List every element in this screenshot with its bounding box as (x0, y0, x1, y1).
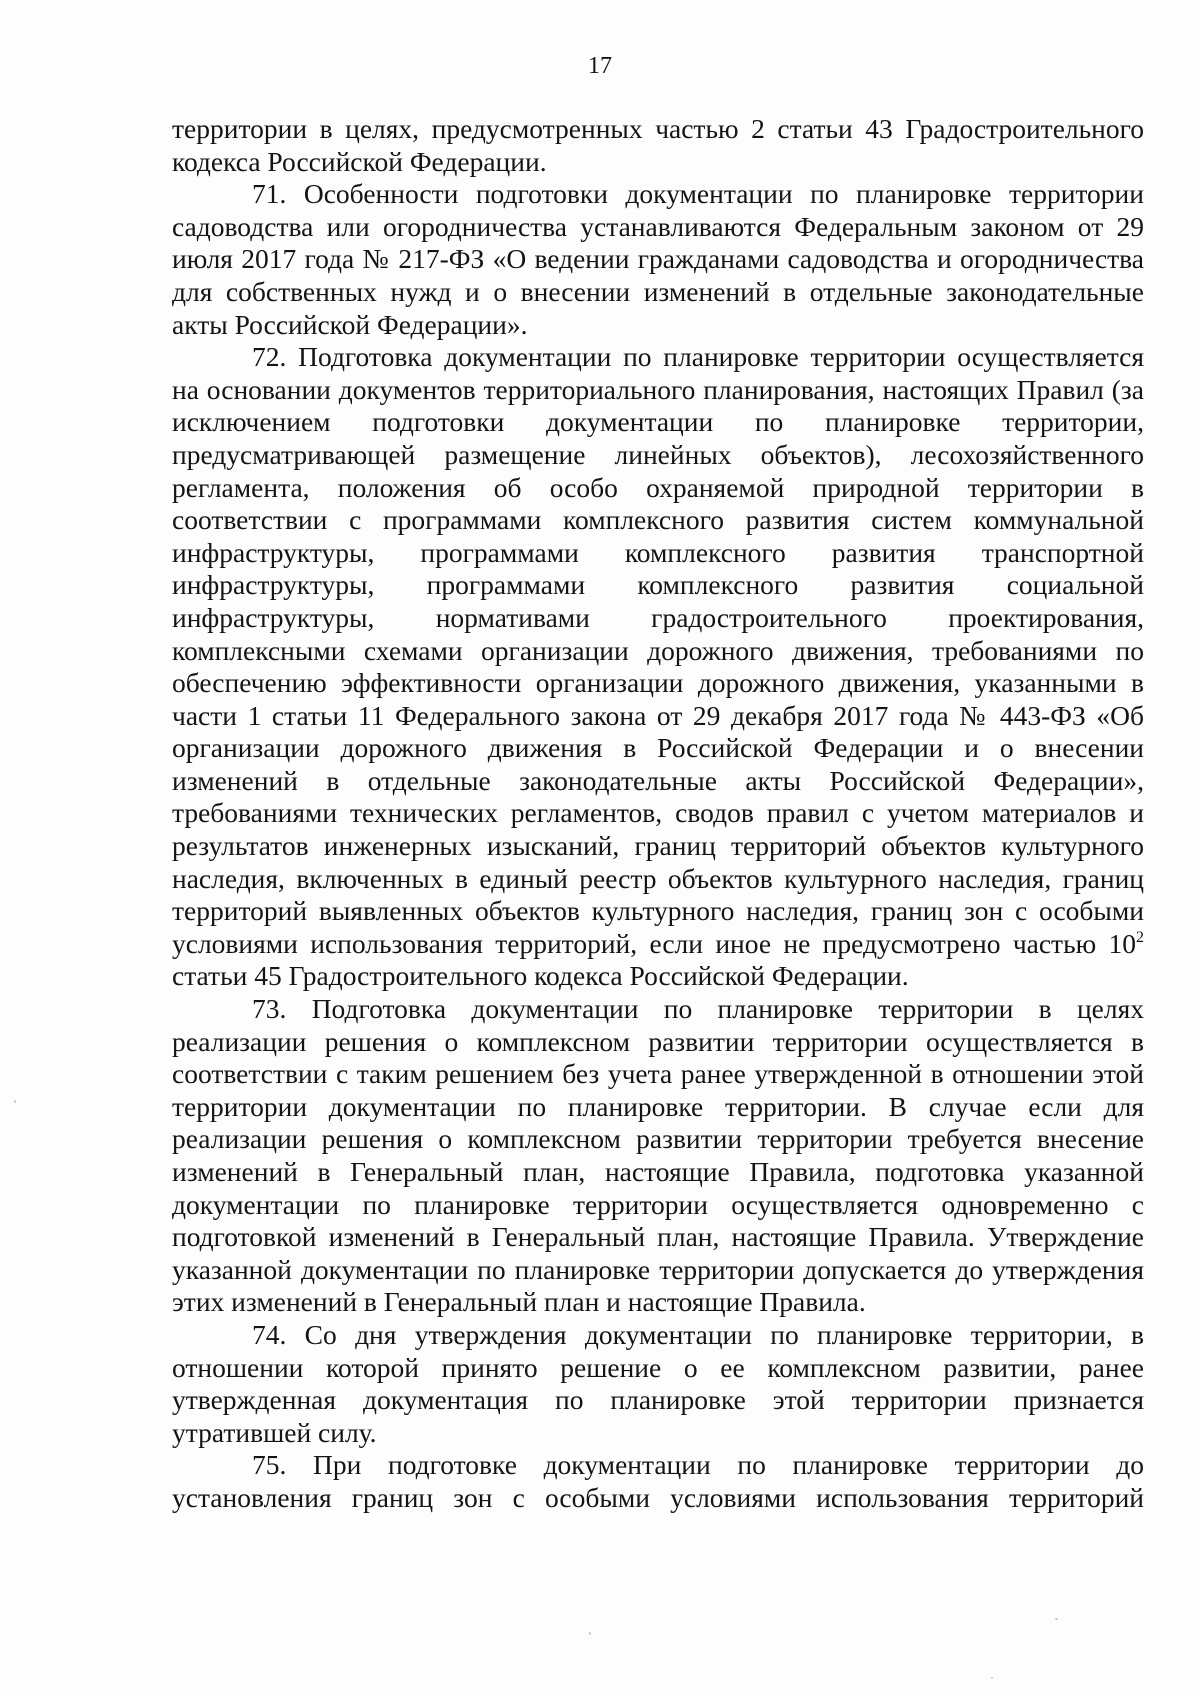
paragraph-73: 73. Подготовка документации по планировке территории в целях реализации решения о комплексном развитии территории осуществляется в соответствии с таким решением без учета ранее утвержденной в отношении этой территории документации по планировке территории. В случае если для реализации решения о комплексном развитии территории требуется внесение изменений в Генеральный план, настоящие Правила, подготовка указанной документации по планировке территории осуществляется одновременно с подготовкой изменений в Генеральный план, настоящие Правила. Утверждение указанной документации по планировке территории допускается до утверждения этих изменений в Генеральный план и настоящие Правила. (172, 993, 1144, 1318)
paragraph-72-text-end: статьи 45 Градостроительного кодекса Российской Федерации. (172, 960, 909, 992)
paragraph-continuation: территории в целях, предусмотренных частью 2 статьи 43 Градостроительного кодекса Российской Федерации. (172, 113, 1144, 177)
document-body (172, 113, 1144, 1515)
paragraph-74: 74. Со дня утверждения документации по планировке территории, в отношении которой принято решение о ее комплексном развитии, ранее утвержденная документация по планировке этой территории признается утратившей силу. (172, 1318, 1144, 1448)
scan-speck (14, 1100, 16, 1103)
paragraph-75: 75. При подготовке документации по планировке территории до установления границ зон с особыми условиями использования территорий (172, 1449, 1144, 1513)
scan-speck (1055, 1618, 1058, 1620)
paragraph-72-text: 72. Подготовка документации по планировке территории осуществляется на основании документов территориального планирования, настоящих Правил (за исключением подготовки документации по планировке территории, предусматривающей размещение линейных объектов), лесохозяйственного регламента, положения об особо охраняемой природной территории в соответствии с программами комплексного развития систем коммунальной инфраструктуры, программами комплексного развития транспортной инфраструктуры, программами комплексного развития социальной инфраструктуры, нормативами градостроительного проектирования, комплексными схемами организации дорожного движения, требованиями по обеспечению эффективности организации дорожного движения, указанными в части 1 статьи 11 Федерального закона от 29 декабря 2017 года № 443-ФЗ «Об организации дорожного движения в Российской Федерации и о внесении изменений в отдельные законодательные акты Российской Федерации», требованиями технических регламентов, сводов правил с учетом материалов и результатов инженерных изысканий, границ территорий объектов культурного наследия, включенных в единый реестр объектов культурного наследия, границ территорий выявленных объектов культурного наследия, границ зон с особыми условиями использования территорий, если иное не предусмотрено частью 10 (172, 341, 1144, 959)
page-number: 17 (588, 53, 612, 79)
scan-speck (991, 1677, 993, 1679)
scan-speck (589, 1632, 591, 1635)
paragraph-71: 71. Особенности подготовки документации по планировке территории садоводства или огородничества устанавливаются Федеральным законом от 29 июля 2017 года № 217-ФЗ «О ведении гражданами садоводства и огородничества для собственных нужд и о внесении изменений в отдельные законодательные акты Российской Федерации». (172, 178, 1144, 340)
superscript-index: 2 (1136, 928, 1144, 946)
paragraph-72 (172, 341, 1144, 993)
